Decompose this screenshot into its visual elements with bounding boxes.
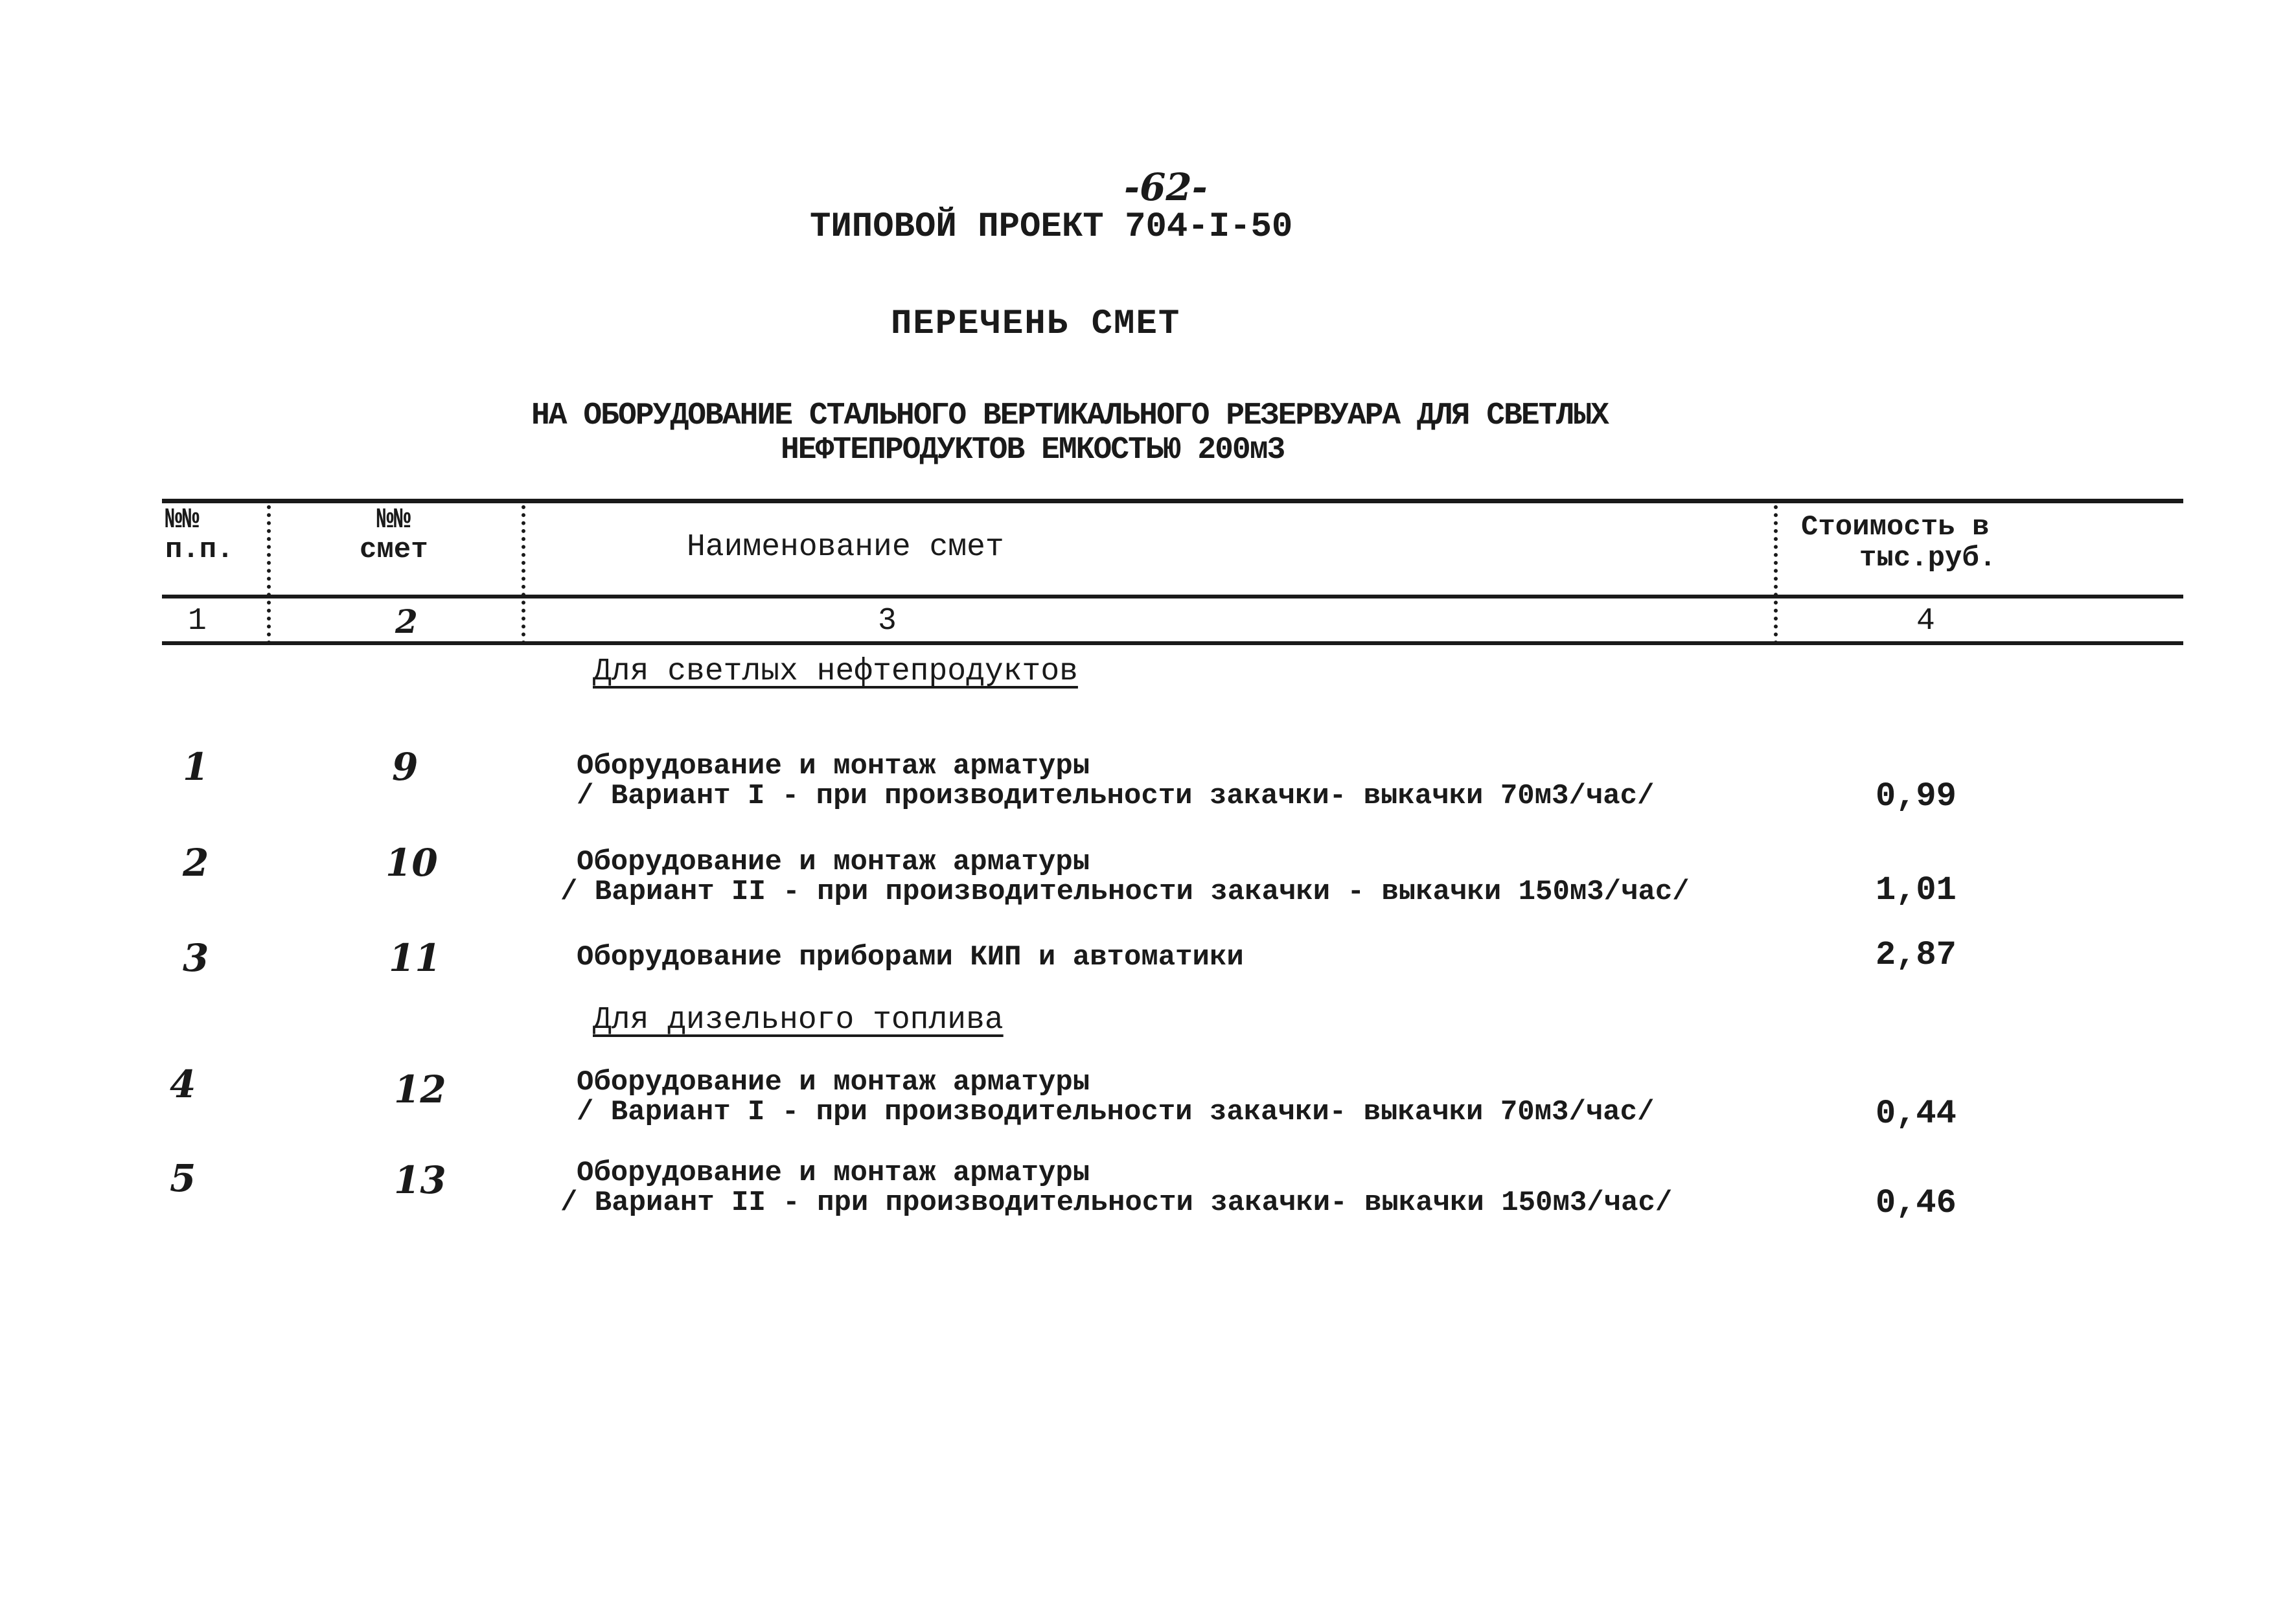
subtitle-line-2: НЕФТЕПРОДУКТОВ ЕМКОСТЬЮ 200м3 xyxy=(781,433,1285,468)
column-separator-1 xyxy=(267,505,275,644)
row-3-cost: 2,87 xyxy=(1876,936,1957,974)
column-number-3: 3 xyxy=(878,604,897,639)
row-3-smeta: 11 xyxy=(389,936,441,980)
section-title-light-oil: Для светлых нефтепродуктов xyxy=(593,654,1078,689)
header-col4-line2: тыс.руб. xyxy=(1859,542,1997,575)
column-numbers-rule xyxy=(162,641,2118,645)
row-2-number: 2 xyxy=(183,841,209,885)
header-col1-line1: №№ xyxy=(165,504,200,536)
header-col2-line1: №№ xyxy=(376,504,411,536)
header-col4-line1: Стоимость в xyxy=(1801,511,1990,543)
row-4-name-line1: Оборудование и монтаж арматуры xyxy=(577,1066,1090,1099)
row-3-name xyxy=(577,942,1244,972)
row-2-name xyxy=(560,847,1690,907)
page-number: -62- xyxy=(1124,165,1208,209)
row-4-name xyxy=(577,1067,1654,1127)
row-1-number: 1 xyxy=(183,745,209,789)
row-1-cost: 0,99 xyxy=(1876,777,1957,815)
column-number-1: 1 xyxy=(188,604,207,639)
row-5-smeta: 13 xyxy=(394,1158,446,1202)
row-5-name-line2: / Вариант II - при производительности закачки- выкачки 150м3/час/ xyxy=(560,1187,1673,1219)
column-separator-3 xyxy=(1774,505,1782,644)
row-5-name xyxy=(560,1158,1672,1218)
column-separator-2 xyxy=(522,505,529,644)
table-top-rule xyxy=(162,499,2183,503)
header-col2 xyxy=(360,505,428,565)
subtitle-line-1: НА ОБОРУДОВАНИЕ СТАЛЬНОГО ВЕРТИКАЛЬНОГО РЕЗЕРВУАРА ДЛЯ СВЕТЛЫХ xyxy=(531,398,1608,433)
row-2-name-line2: / Вариант II - при производительности закачки - выкачки 150м3/час/ xyxy=(560,876,1690,908)
header-col2-line2: смет xyxy=(360,534,428,566)
row-5-cost: 0,46 xyxy=(1876,1184,1957,1222)
row-4-cost: 0,44 xyxy=(1876,1095,1957,1133)
project-code: ТИПОВОЙ ПРОЕКТ 704-I-50 xyxy=(810,207,1293,247)
row-5-name-line1: Оборудование и монтаж арматуры xyxy=(577,1157,1090,1189)
row-2-name-line1: Оборудование и монтаж арматуры xyxy=(577,846,1090,878)
row-1-smeta: 9 xyxy=(392,745,419,789)
column-number-4: 4 xyxy=(1916,604,1935,639)
column-numbers-rule-tail xyxy=(2109,641,2183,645)
header-col3: Наименование смет xyxy=(687,530,1004,565)
document-title: ПЕРЕЧЕНЬ СМЕТ xyxy=(891,304,1181,344)
header-bottom-rule xyxy=(162,595,2183,598)
row-2-smeta: 10 xyxy=(385,841,438,885)
row-1-name-line2: / Вариант I - при производительности закачки- выкачки 70м3/час/ xyxy=(577,780,1655,812)
row-3-number: 3 xyxy=(183,936,209,980)
row-1-name-line1: Оборудование и монтаж арматуры xyxy=(577,750,1090,782)
row-4-number: 4 xyxy=(170,1062,196,1106)
row-5-number: 5 xyxy=(170,1156,196,1200)
row-1-name xyxy=(577,751,1654,811)
row-4-smeta: 12 xyxy=(394,1067,446,1111)
header-col1 xyxy=(165,505,234,565)
column-number-2: 2 xyxy=(395,602,418,641)
section-title-diesel: Для дизельного топлива xyxy=(593,1003,1004,1038)
header-col4 xyxy=(1801,512,1996,574)
row-2-cost: 1,01 xyxy=(1876,871,1957,909)
row-4-name-line2: / Вариант I - при производительности закачки- выкачки 70м3/час/ xyxy=(577,1096,1655,1128)
row-3-name-line1: Оборудование приборами КИП и автоматики xyxy=(577,941,1244,974)
header-col1-line2: п.п. xyxy=(165,534,234,566)
